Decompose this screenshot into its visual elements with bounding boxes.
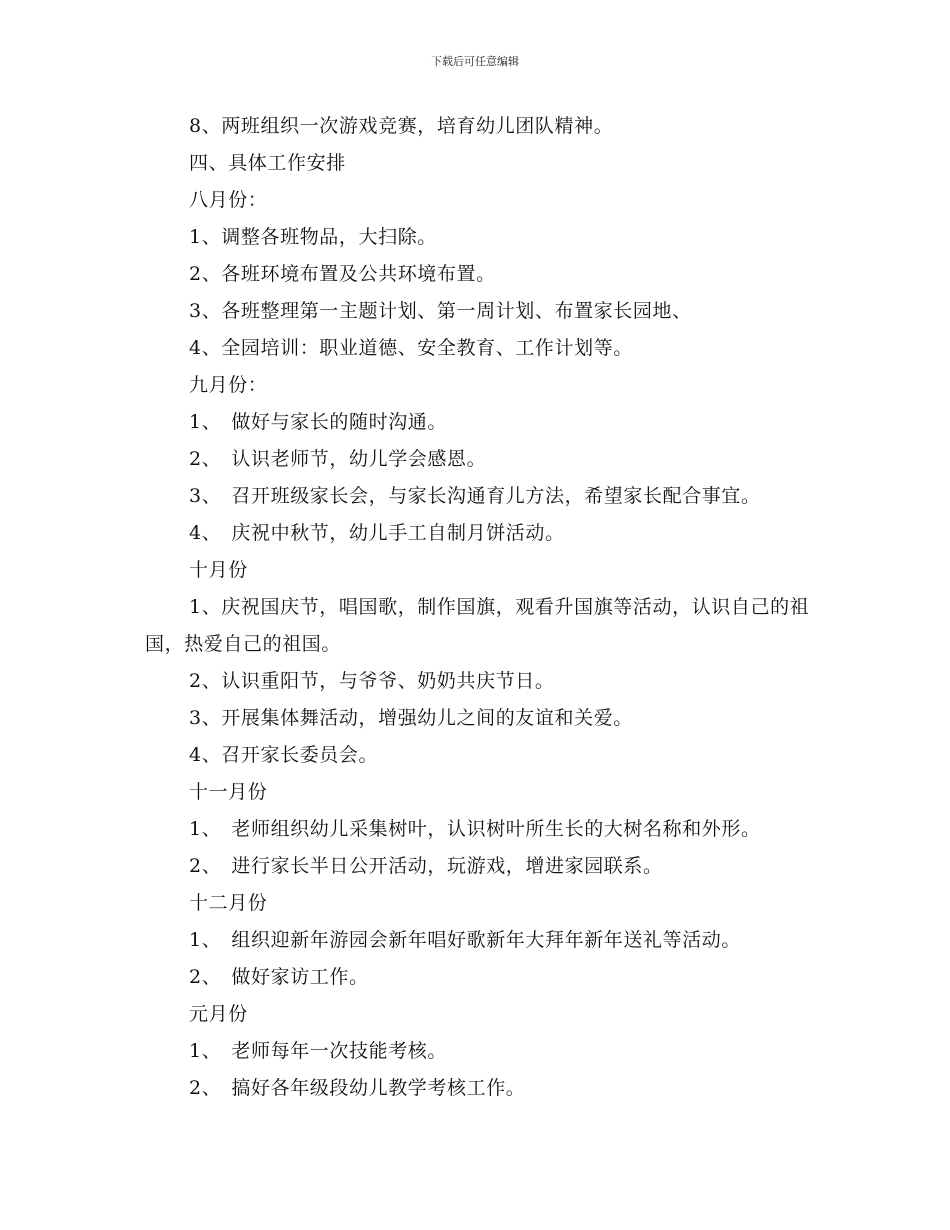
text-line: 2、 认识老师节，幼儿学会感恩。 bbox=[189, 448, 487, 470]
text-paragraph: 1、庆祝国庆节，唱国歌，制作国旗，观看升国旗等活动，认识自己的祖国，热爱自己的祖国。 bbox=[145, 596, 810, 655]
text-line: 2、认识重阳节，与爷爷、奶奶共庆节日。 bbox=[189, 670, 555, 692]
page-header: 下载后可任意编辑 bbox=[431, 55, 519, 68]
month-heading: 元月份 bbox=[189, 1003, 248, 1025]
text-line: 2、 做好家访工作。 bbox=[189, 966, 369, 988]
text-line: 3、开展集体舞活动，增强幼儿之间的友谊和关爱。 bbox=[189, 707, 633, 729]
text-line: 8、两班组织一次游戏竞赛，培育幼儿团队精神。 bbox=[189, 115, 614, 137]
text-line: 1、调整各班物品，大扫除。 bbox=[189, 226, 437, 248]
text-line: 3、 召开班级家长会，与家长沟通育儿方法，希望家长配合事宜。 bbox=[189, 485, 761, 507]
text-line: 1、 老师组织幼儿采集树叶，认识树叶所生长的大树名称和外形。 bbox=[189, 818, 761, 840]
text-line: 1、 老师每年一次技能考核。 bbox=[189, 1040, 447, 1062]
text-line: 4、全园培训：职业道德、安全教育、工作计划等。 bbox=[189, 337, 633, 359]
text-line: 1、 做好与家长的随时沟通。 bbox=[189, 411, 447, 433]
document-body bbox=[145, 108, 820, 1107]
month-heading: 十月份 bbox=[189, 559, 248, 581]
text-line: 2、各班环境布置及公共环境布置。 bbox=[189, 263, 496, 285]
text-line: 2、 进行家长半日公开活动，玩游戏，增进家园联系。 bbox=[189, 855, 663, 877]
month-heading: 十二月份 bbox=[189, 892, 268, 914]
text-line: 4、 庆祝中秋节，幼儿手工自制月饼活动。 bbox=[189, 522, 565, 544]
text-line: 2、 搞好各年级段幼儿教学考核工作。 bbox=[189, 1077, 526, 1099]
text-line: 4、召开家长委员会。 bbox=[189, 744, 379, 766]
month-heading: 八月份： bbox=[189, 189, 268, 211]
text-line: 3、各班整理第一主题计划、第一周计划、布置家长园地、 bbox=[189, 300, 692, 322]
text-line: 1、 组织迎新年游园会新年唱好歌新年大拜年新年送礼等活动。 bbox=[189, 929, 741, 951]
month-heading: 十一月份 bbox=[189, 781, 268, 803]
section-heading: 四、具体工作安排 bbox=[189, 152, 346, 174]
month-heading: 九月份： bbox=[189, 374, 268, 396]
